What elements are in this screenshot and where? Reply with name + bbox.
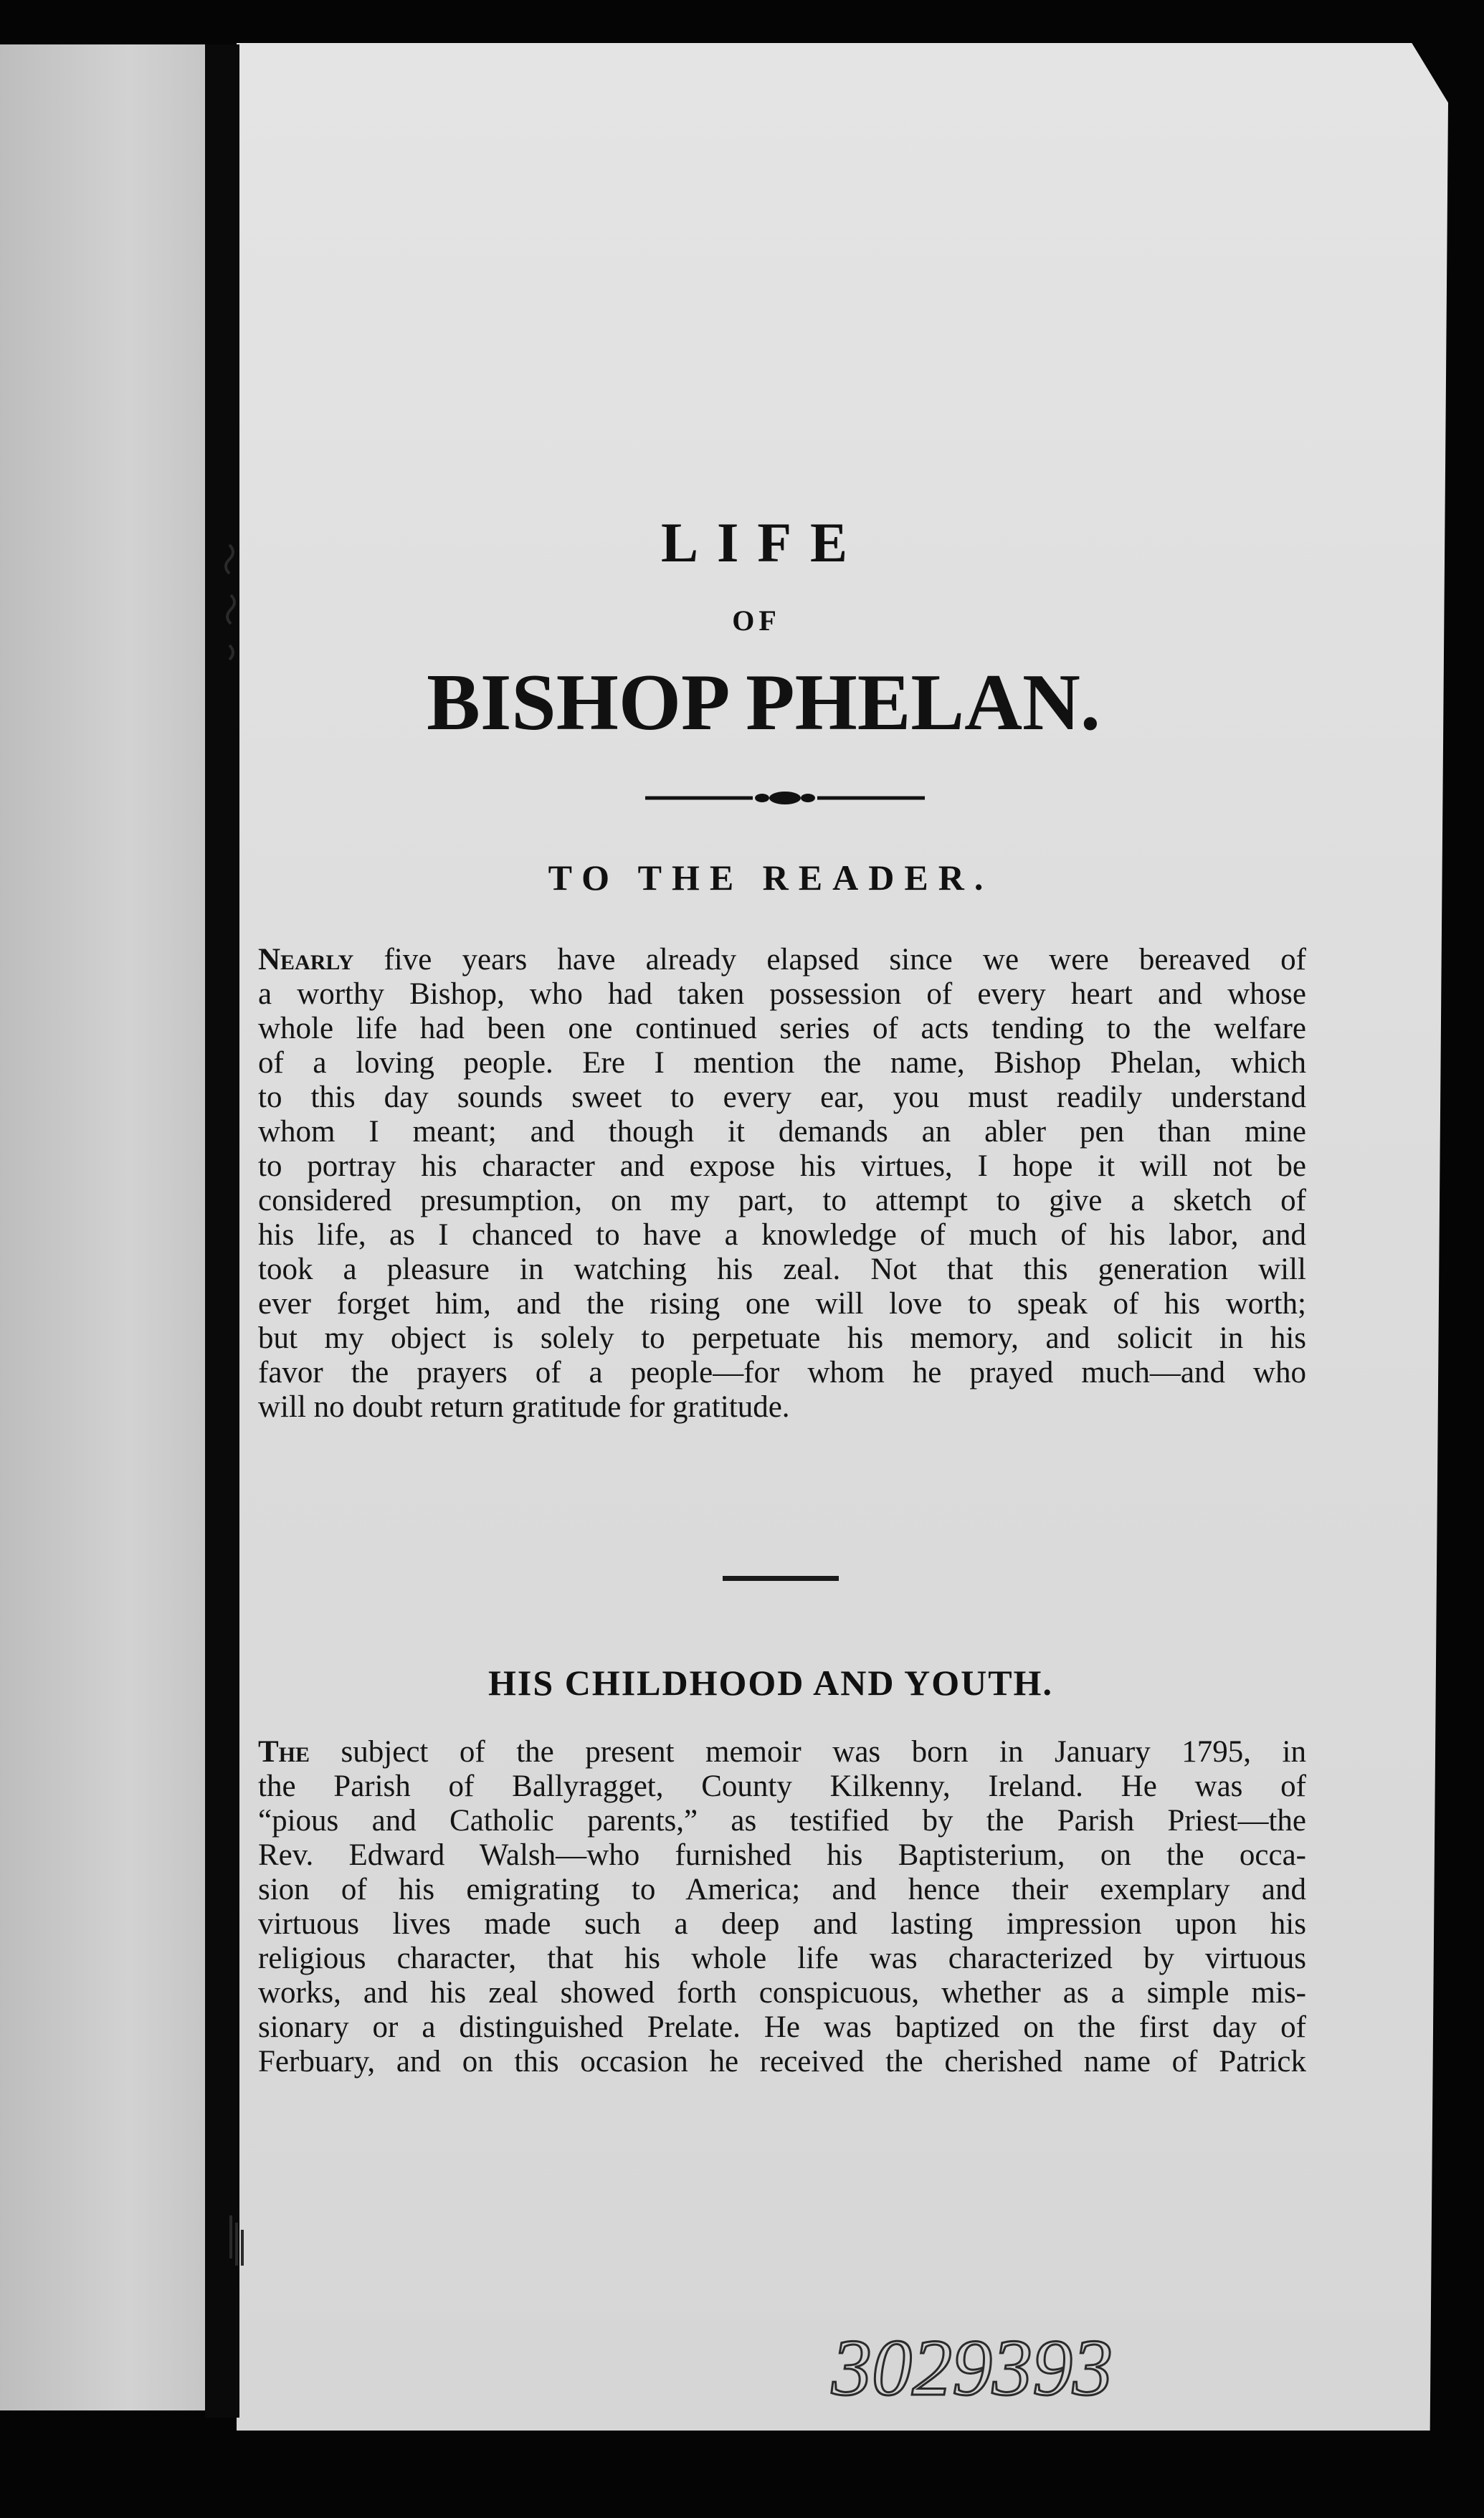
text-line: his life, as I chanced to have a knowledge of much of his labor, and xyxy=(258,1218,1306,1252)
text-line: to this day sounds sweet to every ear, you must readily understand xyxy=(258,1080,1306,1114)
heading-childhood-and-youth: HIS CHILDHOOD AND YOUTH. xyxy=(488,1663,1053,1703)
previous-page-edge xyxy=(0,44,215,2410)
text-line: religious character, that his whole life was characterized by virtuous xyxy=(258,1942,1306,1975)
text-line: of a loving people. Ere I mention the name, Bishop Phelan, which xyxy=(258,1046,1306,1080)
handwritten-number-text: 3029393 xyxy=(832,2324,1113,2413)
text-line: favor the prayers of a people—for whom he prayed much—and who xyxy=(258,1356,1306,1389)
dropcap-word: Nearly xyxy=(258,943,354,977)
title-life: LIFE xyxy=(660,511,867,574)
text-line: works, and his zeal showed forth conspicuous, whether as a simple mis- xyxy=(258,1976,1306,2010)
text-line: ever forget him, and the rising one will love to speak of his worth; xyxy=(258,1287,1306,1321)
text-line: the Parish of Ballyragget, County Kilkenny, Ireland. He was of xyxy=(258,1769,1306,1803)
text-line: Ferbuary, and on this occasion he received the cherished name of Patrick xyxy=(258,2045,1306,2078)
title-of: OF xyxy=(732,604,781,637)
text-line: considered presumption, on my part, to attempt to give a sketch of xyxy=(258,1184,1306,1217)
text-line: will no doubt return gratitude for gratitude. xyxy=(258,1390,790,1424)
text-line xyxy=(258,1735,1306,1769)
text-line: virtuous lives made such a deep and lasting impression upon his xyxy=(258,1907,1306,1941)
text-line xyxy=(258,943,1306,977)
text-line: whom I meant; and though it demands an abler pen than mine xyxy=(258,1115,1306,1149)
text-line: Rev. Edward Walsh—who furnished his Baptisterium, on the occa- xyxy=(258,1838,1306,1872)
line-text: subject of the present memoir was born in January 1795, in xyxy=(310,1735,1306,1769)
text-line: sion of his emigrating to America; and hence their exemplary and xyxy=(258,1873,1306,1906)
section-rule xyxy=(723,1576,839,1581)
handwritten-catalog-number xyxy=(824,2312,1169,2420)
line-text: five years have already elapsed since we were bereaved of xyxy=(353,943,1306,977)
heading-to-the-reader: TO THE READER. xyxy=(548,857,994,898)
text-line: to portray his character and expose his virtues, I hope it will not be xyxy=(258,1149,1306,1183)
text-line: “pious and Catholic parents,” as testified by the Parish Priest—the xyxy=(258,1804,1306,1838)
title-bishop-phelan: BISHOP PHELAN. xyxy=(427,658,1100,747)
ornament-divider xyxy=(645,787,925,809)
paragraph-childhood xyxy=(258,1735,1306,2079)
text-line: a worthy Bishop, who had taken possession of every heart and whose xyxy=(258,977,1306,1011)
text-line: took a pleasure in watching his zeal. Not that this generation will xyxy=(258,1253,1306,1286)
paragraph-to-the-reader xyxy=(258,943,1306,1425)
margin-marks xyxy=(215,516,258,2380)
text-line: but my object is solely to perpetuate his memory, and solicit in his xyxy=(258,1321,1306,1355)
text-line: whole life had been one continued series of acts tending to the welfare xyxy=(258,1012,1306,1045)
dropcap-word: The xyxy=(258,1735,310,1769)
text-line: sionary or a distinguished Prelate. He was baptized on the first day of xyxy=(258,2010,1306,2044)
